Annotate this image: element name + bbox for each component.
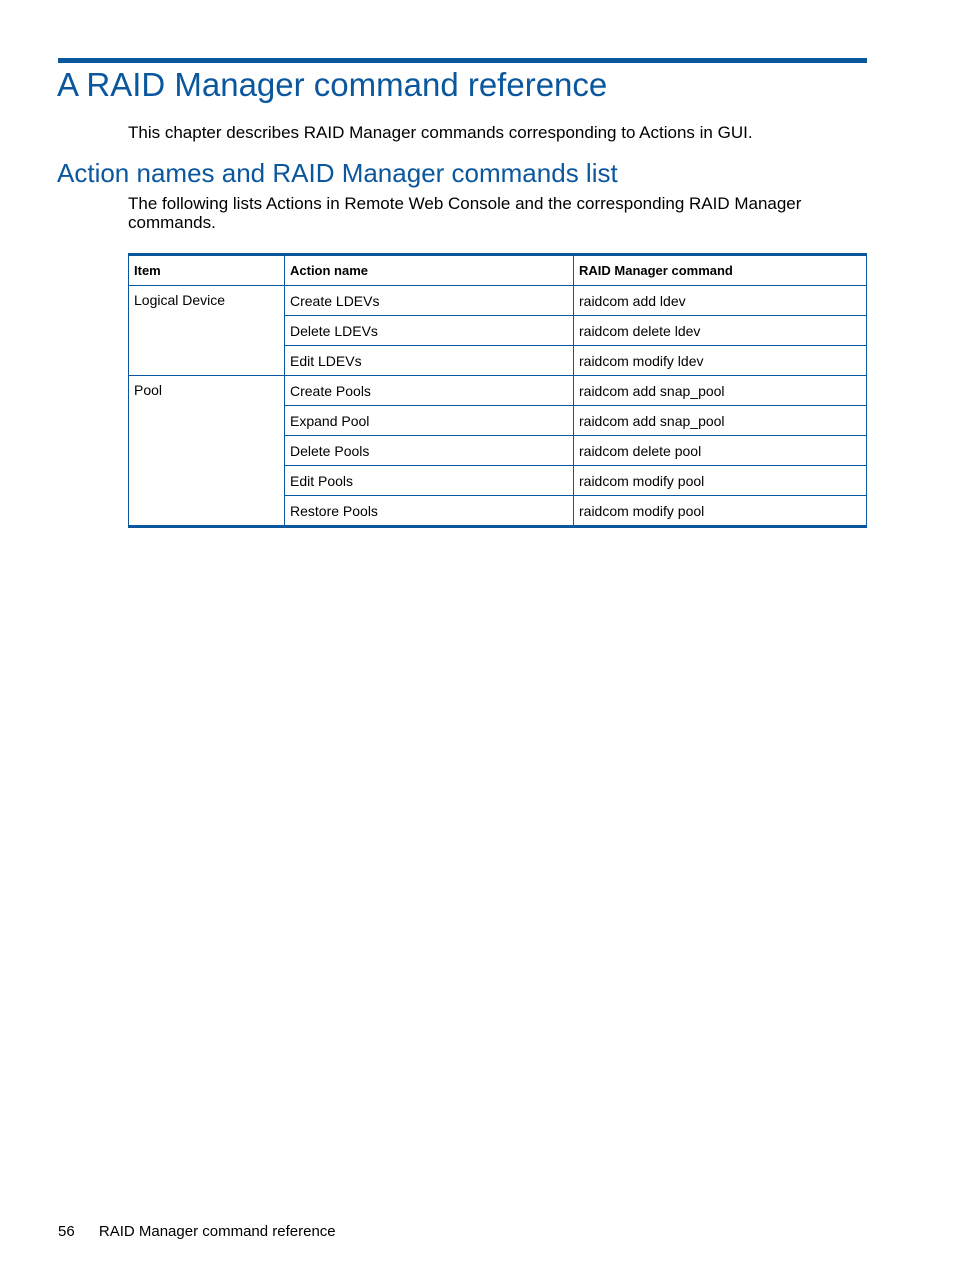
action-cell: Create Pools: [285, 376, 574, 406]
chapter-intro: This chapter describes RAID Manager commands corresponding to Actions in GUI.: [128, 123, 753, 142]
chapter-top-rule: [58, 58, 867, 63]
table-row: [129, 286, 867, 316]
header-raid-command: RAID Manager command: [574, 255, 867, 286]
table-header-row: [129, 255, 867, 286]
command-cell: raidcom delete pool: [574, 436, 867, 466]
page-number: 56: [58, 1223, 75, 1240]
page-footer: [58, 1222, 336, 1242]
action-cell: Expand Pool: [285, 406, 574, 436]
command-cell: raidcom add ldev: [574, 286, 867, 316]
action-cell: Edit LDEVs: [285, 346, 574, 376]
item-cell: Pool: [129, 376, 285, 527]
command-cell: raidcom modify pool: [574, 496, 867, 527]
footer-title: RAID Manager command reference: [98, 1223, 336, 1240]
header-action-name: Action name: [285, 255, 574, 286]
table-row: [129, 376, 867, 406]
chapter-title: A RAID Manager command reference: [57, 66, 608, 103]
commands-table: [128, 253, 867, 528]
command-cell: raidcom modify ldev: [574, 346, 867, 376]
action-cell: Delete Pools: [285, 436, 574, 466]
command-cell: raidcom add snap_pool: [574, 376, 867, 406]
header-item: Item: [129, 255, 285, 286]
action-cell: Create LDEVs: [285, 286, 574, 316]
command-cell: raidcom delete ldev: [574, 316, 867, 346]
action-cell: Edit Pools: [285, 466, 574, 496]
item-cell: Logical Device: [129, 286, 285, 376]
command-cell: raidcom add snap_pool: [574, 406, 867, 436]
action-cell: Delete LDEVs: [285, 316, 574, 346]
section-title: Action names and RAID Manager commands list: [57, 158, 618, 188]
section-text: The following lists Actions in Remote Web Console and the corresponding RAID Manager commands.: [128, 194, 802, 232]
command-cell: raidcom modify pool: [574, 466, 867, 496]
action-cell: Restore Pools: [285, 496, 574, 527]
